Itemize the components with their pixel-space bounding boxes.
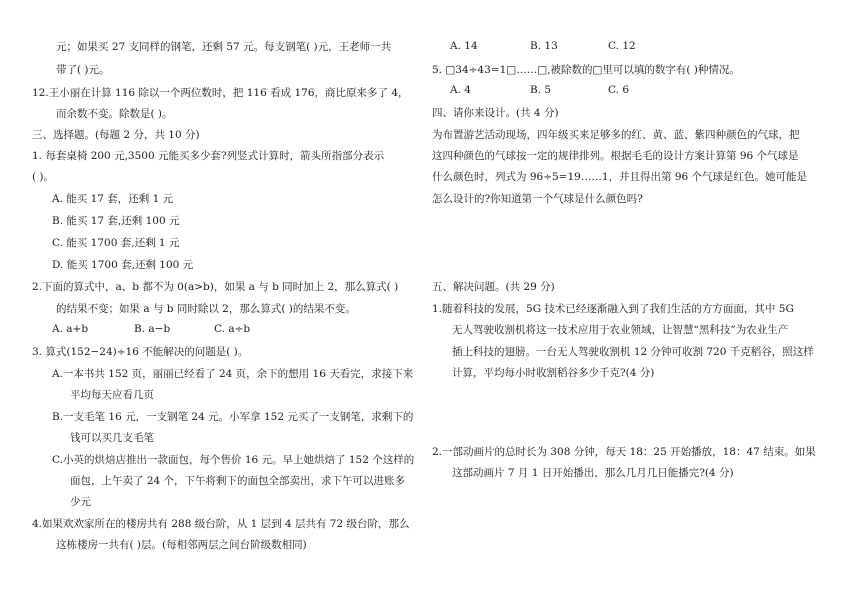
choice-q2-option-a: A. a+b [52,323,89,335]
design-task-line1: 为布置游艺活动现场，四年级买来足够多的红、黄、蓝、紫四种颜色的气球，把 [432,129,800,141]
choice-q5-option-b: B. 5 [530,84,552,96]
choice-q1-line2: ( )。 [32,171,55,183]
choice-q3-option-c-line1: C.小英的烘焙店推出一款面包，每个售价 16 元。早上她烘焙了 152 个这样的 [52,454,415,466]
problem1-line4: 计算，平均每小时收割稻谷多少千克?(4 分) [452,367,655,379]
choice-q3-option-a-line2: 平均每天应看几页 [70,389,154,401]
problem2-line1: 2.一部动画片的总时长为 308 分钟，每天 18：25 开始播放，18：47 结束。如果 [432,446,816,458]
problem2-line2: 这部动画片 7 月 1 日开始播出，那么几月几日能播完?(4 分) [452,467,734,479]
problem1-line3: 插上科技的翅膀。一台无人驾驶收割机 12 分钟可收割 720 千克稻谷，照这样 [452,346,814,358]
section3-title: 三、选择题。(每题 2 分，共 10 分) [32,129,200,141]
choice-q1-option-c: C. 能买 1700 套,还剩 1 元 [52,237,180,249]
section4-title: 四、请你来设计。(共 4 分) [432,107,559,119]
choice-q5-line: 5. □34÷43=1□……□,被除数的□里可以填的数字有( )种情况。 [432,64,740,76]
section5-title: 五、解决问题。(共 29 分) [432,281,555,293]
choice-q3-line1: 3. 算式(152−24)÷16 不能解决的问题是( )。 [32,346,249,358]
choice-q2-option-c: C. a÷b [214,323,251,335]
choice-q3-option-a-line1: A.一本书共 152 页，丽丽已经看了 24 页，余下的想用 16 天看完，求接下来 [52,368,414,380]
choice-q1-option-a: A. 能买 17 套，还剩 1 元 [52,193,174,205]
choice-q4-line1: 4.如果欢欢家所在的楼房共有 288 级台阶，从 1 层到 4 层共有 72 级台阶，那么 [32,518,410,530]
continued-question-line2: 带了( )元。 [56,64,110,76]
choice-q3-option-c-line2: 面包，上午卖了 24 个，下午将剩下的面包全部卖出，求下午可以进账多 [70,475,406,487]
top-option-b: B. 13 [530,40,558,52]
choice-q1-line1: 1. 每套桌椅 200 元,3500 元能买多少套?列竖式计算时，箭头所指部分表示 [32,150,385,162]
choice-q2-line1: 2.下面的算式中，a、b 都不为 0(a>b)，如果 a 与 b 同时加上 2，那么算式( ) [32,281,399,293]
choice-q1-option-b: B. 能买 17 套,还剩 100 元 [52,215,180,227]
q12-line2: 而余数不变。除数是( )。 [56,108,173,120]
continued-question-line1: 元；如果买 27 支同样的钢笔，还剩 57 元。每支钢笔( )元，王老师一共 [56,41,392,53]
choice-q1-option-d: D. 能买 1700 套,还剩 100 元 [52,259,194,271]
design-task-line2: 这四种颜色的气球按一定的规律排列。根据毛毛的设计方案计算第 96 个气球是 [432,150,799,162]
choice-q3-option-c-line3: 少元 [70,496,91,508]
design-task-line4: 怎么设计的?你知道第一个气球是什么颜色吗? [432,193,643,205]
problem1-line2: 无人驾驶收割机将这一技术应用于农业领域，让智慧“黑科技”为农业生产 [452,324,789,336]
problem1-line1: 1.随着科技的发展，5G 技术已经逐渐融入到了我们生活的方方面面，其中 5G [432,303,794,315]
choice-q5-option-c: C. 6 [608,84,630,96]
top-option-a: A. 14 [450,40,478,52]
q12-line1: 12.王小丽在计算 116 除以一个两位数时，把 116 看成 176，商比原来多了 4， [32,87,409,99]
choice-q5-option-a: A. 4 [450,84,471,96]
choice-q2-option-b: B. a−b [134,323,171,335]
choice-q3-option-b-line2: 钱可以买几支毛笔 [70,432,154,444]
top-option-c: C. 12 [608,40,636,52]
design-task-line3: 什么颜色时，列式为 96÷5=19……1，并且得出第 96 个气球是红色。她可能是 [432,171,808,183]
choice-q3-option-b-line1: B.一支毛笔 16 元，一支钢笔 24 元。小军拿 152 元买了一支钢笔，求剩下的 [52,411,414,423]
choice-q4-line2: 这栋楼房一共有( )层。(每相邻两层之间台阶级数相同) [56,539,307,551]
choice-q2-line2: 的结果不变；如果 a 与 b 同时除以 2，那么算式( )的结果不变。 [56,303,356,315]
